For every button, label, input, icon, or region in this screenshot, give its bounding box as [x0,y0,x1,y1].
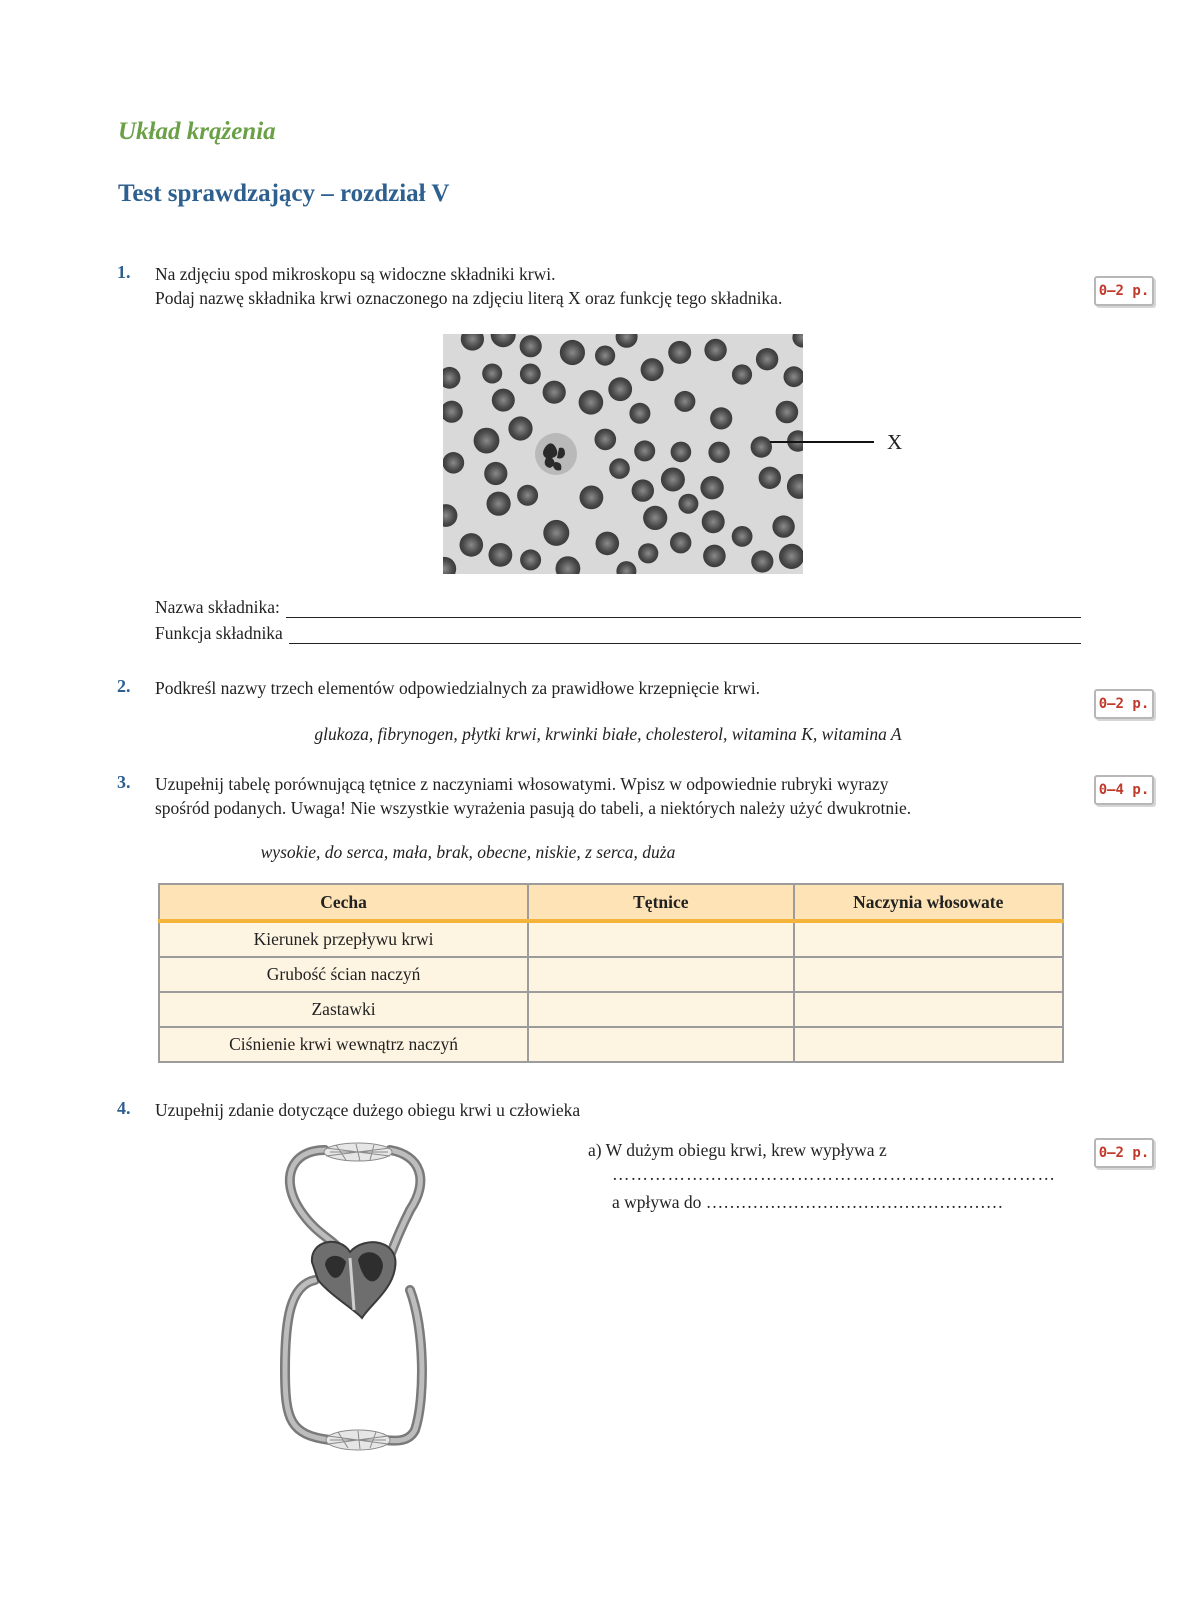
answer-cell[interactable] [794,992,1063,1027]
q3-line1: Uzupełnij tabelę porównującą tętnice z naczyniami włosowatymi. Wpisz w odpowiednie rubryki wyrazy [155,774,889,794]
q3-points-badge: 0–4 p. [1094,775,1154,805]
page-title: Test sprawdzający – rozdział V [118,180,450,207]
red-blood-cell [543,520,569,546]
red-blood-cell [678,494,698,514]
red-blood-cell [732,526,753,547]
circulation-diagram [270,1140,440,1460]
red-blood-cell [609,458,630,479]
name-answer-row [155,597,1081,618]
red-blood-cell [520,364,541,385]
red-blood-cell [489,543,513,567]
q1-number: 1. [117,262,131,282]
red-blood-cell [674,391,695,412]
q1-points-badge: 0–2 p. [1094,276,1154,306]
marker-line [770,441,874,443]
q1-text [155,262,782,310]
red-blood-cell [668,341,691,364]
red-blood-cell [460,533,484,557]
red-blood-cell [484,462,507,485]
q3-word-list: wysokie, do serca, mała, brak, obecne, niskie, z serca, duża [260,842,676,862]
row-label: Kierunek przepływu krwi [159,921,528,957]
red-blood-cell [756,348,778,370]
q4-answer-to[interactable]: a wpływa do …………………………………………… [612,1192,1004,1212]
row-label: Zastawki [159,992,528,1027]
red-blood-cell [443,452,464,474]
q2-points-badge: 0–2 p. [1094,689,1154,719]
red-blood-cell [474,428,500,454]
q3-text [155,772,911,820]
name-answer-line[interactable] [286,599,1081,618]
red-blood-cell [670,532,691,553]
red-blood-cell [520,335,542,357]
q4-number: 4. [117,1098,131,1118]
red-blood-cell [776,401,799,424]
red-blood-cell [661,468,685,492]
q4-points-badge: 0–2 p. [1094,1138,1154,1168]
red-blood-cell [629,403,650,424]
red-blood-cell [751,436,772,457]
q4-text: Uzupełnij zdanie dotyczące dużego obiegu krwi u człowieka [155,1100,581,1120]
red-blood-cell [596,532,620,556]
answer-cell[interactable] [528,957,793,992]
answer-cell[interactable] [794,921,1063,957]
red-blood-cell [487,492,511,516]
red-blood-cell [751,550,773,572]
red-blood-cell [700,476,723,499]
answer-cell[interactable] [528,1027,793,1062]
red-blood-cell [772,515,794,537]
red-blood-cell [704,339,726,361]
table-row [159,992,1063,1027]
red-blood-cell [638,543,658,563]
q3-line2: spośród podanych. Uwaga! Nie wszystkie wyrażenia pasują do tabeli, a niektórych należy użyć dwukrotnie. [155,798,912,818]
header-arteries: Tętnice [528,884,793,921]
answer-cell[interactable] [528,921,793,957]
red-blood-cell [759,467,781,489]
red-blood-cell [641,358,664,381]
red-blood-cell [595,429,617,451]
row-label: Ciśnienie krwi wewnątrz naczyń [159,1027,528,1062]
answer-cell[interactable] [528,992,793,1027]
red-blood-cell [671,442,692,463]
red-blood-cell [492,389,515,412]
red-blood-cell [508,416,532,440]
row-label: Grubość ścian naczyń [159,957,528,992]
red-blood-cell [608,377,632,401]
q1-line1: Na zdjęciu spod mikroskopu są widoczne składniki krwi. [155,264,556,284]
q4-sentence-a: a) W dużym obiegu krwi, krew wypływa z [588,1140,887,1160]
upper-capillary-bed [324,1143,392,1161]
function-answer-line[interactable] [289,625,1081,644]
header-capillaries: Naczynia włosowate [794,884,1063,921]
red-blood-cell [595,346,615,366]
blood-micrograph [443,334,803,574]
red-blood-cell [634,440,655,461]
q2-text: Podkreśl nazwy trzech elementów odpowiedzialnych za prawidłowe krzepnięcie krwi. [155,678,760,698]
red-blood-cell [543,381,566,404]
q3-number: 3. [117,772,131,792]
name-label: Nazwa składnika: [155,597,280,617]
lower-capillary-bed [326,1430,390,1450]
q2-word-list[interactable]: glukoza, fibrynogen, płytki krwi, krwinki białe, cholesterol, witamina K, witamina A [314,724,902,744]
red-blood-cell [702,510,725,533]
function-answer-row [155,623,1081,644]
heart [312,1242,396,1318]
red-blood-cell [560,340,585,365]
red-blood-cell [520,549,541,570]
table-row [159,1027,1063,1062]
topic-heading: Układ krążenia [118,118,276,145]
red-blood-cell [643,506,667,530]
answer-cell[interactable] [794,957,1063,992]
red-blood-cell [482,364,502,384]
red-blood-cell [710,407,732,429]
red-blood-cell [732,364,752,384]
header-feature: Cecha [159,884,528,921]
q1-line2: Podaj nazwę składnika krwi oznaczonego na zdjęciu literą X oraz funkcję tego składnika. [155,288,783,308]
table-row [159,921,1063,957]
red-blood-cell [703,545,726,568]
red-blood-cell [517,485,538,506]
red-blood-cell [580,486,604,510]
comparison-table [158,883,1064,1063]
table-header-row [159,884,1063,921]
q2-number: 2. [117,676,131,696]
q4-answer-from[interactable]: ……………………………………………………………… [612,1164,1056,1184]
red-blood-cell [632,479,654,501]
answer-cell[interactable] [794,1027,1063,1062]
red-blood-cell [708,442,729,463]
marker-x-label: X [887,430,903,454]
table-row [159,957,1063,992]
function-label: Funkcja składnika [155,623,283,643]
red-blood-cell [579,390,604,415]
